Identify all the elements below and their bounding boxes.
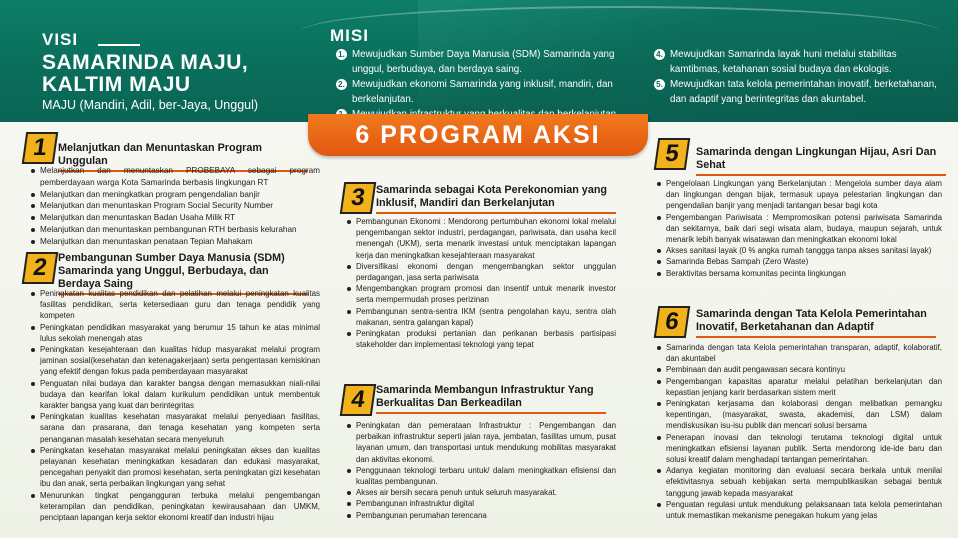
misi-item xyxy=(654,78,944,107)
list-item: Menurunkan tingkat pengangguran terbuka melalui pengembangan keterampilan dan pendidikan, peningkatan kewirausahaan dan UMKM, penciptaan lapangan kerja sektor ekonomi kreatif dan industri hijau xyxy=(30,490,320,524)
program-3-title: Samarinda sebagai Kota Perekonomian yang Inklusif, Mandiri dan Berkelanjutan xyxy=(376,184,616,214)
misi-number: 4. xyxy=(654,49,665,60)
list-item: Penggunaan teknologi terbaru untuk/ dalam meningkatkan efisiensi dan kualitas pembangunan. xyxy=(346,465,616,487)
list-item: Melanjutkan dan menuntaskan PROBEBAYA sebagai program pemberdayaan warga Kota Samarinda berbasis lingkungan RT xyxy=(30,165,320,189)
list-item: Mengembangkan program promosi dan insentif untuk menarik investor serta mempermudah proses perizinan xyxy=(346,283,616,305)
misi-text: Mewujudkan Sumber Daya Manusia (SDM) Samarinda yang unggul, berbudaya, dan berdaya saing. xyxy=(352,49,615,75)
list-item: Pembangunan sentra-sentra IKM (sentra pengolahan kayu, sentra olah makanan, sentra galangan kapal) xyxy=(346,306,616,328)
list-item: Peningkatan dan pemerataan Infrastruktur : Pengembangan dan perbaikan infrastruktur seperti jalan raya, jembatan, fasilitas umum, pusat layanan umum, dan transportasi untuk mendukung mobilitas masyarakat dan aktivitas ekonomi. xyxy=(346,420,616,465)
list-item: Diversifikasi ekonomi dengan mengembangkan sektor unggulan perdagangan, jasa serta pariwisata xyxy=(346,261,616,283)
list-item: Pengembangan Pariwisata : Mempromosikan potensi pariwisata Samarinda dan sekitarnya, baik dari segi wisata alam, budaya, maupun sejarah, untuk menarik lebih banyak wisatawan dan meningkatkan ekonomi lokal xyxy=(656,212,942,246)
list-item: Peningkatan pendidikan masyarakat yang berumur 15 tahun ke atas minimal lulus sekolah menengah atas xyxy=(30,322,320,344)
visi-statement: SAMARINDA MAJU, KALTIM MAJU xyxy=(42,51,249,96)
list-item: Peningkatan kualitas pendidikan dan pelatihan melalui peningkatan kualitas fasilitas pendidikan, serta ketersediaan guru dan tenaga pendidik yang kompeten xyxy=(30,288,320,322)
misi-label: MISI xyxy=(330,26,369,45)
list-item: Penguatan regulasi untuk mendukung pelaksanaan tata kelola pemerintahan untuk memastikan mekanisme penegakan hukum yang jelas xyxy=(656,499,942,521)
list-item: Melanjutkan dan menuntaskan Badan Usaha Milik RT xyxy=(30,212,320,224)
program-2-list xyxy=(30,288,320,523)
list-item: Melanjutkan dan meningkatkan program pengendalian banjir xyxy=(30,189,320,201)
program-number-badge: 6 xyxy=(654,306,690,338)
list-item: Akses sanitasi layak (0 % angka rumah tanggga tanpa akses sanitasi layak) xyxy=(656,245,942,256)
list-item: Peningkatan kesejahteraan dan kualitas hidup masyarakat melalui program jaminan sosial(kesehatan dan ketenagakerjaan) serta pengentasan kemiskinan yang efektif dengan fokus pada pemberdayaan masyarakat xyxy=(30,344,320,378)
misi-number: 1. xyxy=(336,49,347,60)
program-4-title: Samarinda Membangun Infrastruktur Yang Berkualitas Dan Berkeadilan xyxy=(376,384,606,414)
program-5-title: Samarinda dengan Lingkungan Hijau, Asri Dan Sehat xyxy=(696,146,946,176)
list-item: Pembinaan dan audit pengawasan secara kontinyu xyxy=(656,364,942,375)
list-item: Peningkatan kerjasama dan kolaborasi dengan melibatkan pemangku kepentingan, (masyarakat, swasta, akademisi, dan LSM) dalam mendiskusikan isu-isu publik dan mencari solusi bersama xyxy=(656,398,942,432)
program-4-list xyxy=(346,420,616,521)
program-1-title: Melanjutkan dan Menuntaskan Program Unggulan xyxy=(58,142,308,172)
misi-number: 5. xyxy=(654,79,665,90)
program-2-title: Pembangunan Sumber Daya Manusia (SDM) Samarinda yang Unggul, Berbudaya, dan Berdaya Saing xyxy=(58,252,308,295)
program-6-title: Samarinda dengan Tata Kelola Pemerintahan Inovatif, Berketahanan dan Adaptif xyxy=(696,308,936,338)
misi-item xyxy=(336,78,626,107)
misi-number: 2. xyxy=(336,79,347,90)
program-number-badge: 5 xyxy=(654,138,690,170)
list-item: Melanjutkan dan menuntaskan Program Social Security Number xyxy=(30,200,320,212)
misi-column-left xyxy=(336,48,626,122)
misi-text: Mewujudkan Samarinda layak huni melalui stabilitas kamtibmas, ketahanan sosial budaya dan ekologis. xyxy=(670,49,897,75)
list-item: Samarinda Bebas Sampah (Zero Waste) xyxy=(656,256,942,267)
program-number-badge: 2 xyxy=(22,252,58,284)
misi-column-right xyxy=(654,48,944,108)
header-banner xyxy=(0,0,958,122)
list-item: Pembangunan perumahan terencana xyxy=(346,510,616,521)
list-item: Pengembangan kapasitas aparatur melalui pelatihan berkelanjutan dan kepastian jenjang karir berdasarkan sistem merit xyxy=(656,376,942,398)
list-item: Penerapan inovasi dan teknologi terutama teknologi digital untuk meningkatkan efisiensi layanan publik. Serta mendorong ide-ide baru dan solusi kreatif dalam menghadapi tantangan pemerintahan. xyxy=(656,432,942,466)
visi-underline xyxy=(98,44,140,46)
program-6-list xyxy=(656,342,942,521)
program-aksi-title: 6 PROGRAM AKSI xyxy=(355,121,601,149)
program-1-list xyxy=(30,165,320,248)
visi-subtitle: MAJU (Mandiri, Adil, ber-Jaya, Unggul) xyxy=(42,98,259,112)
program-5-list xyxy=(656,178,942,279)
list-item: Penguatan nilai budaya dan karakter bangsa dengan memasukkan niali-nilai budaya dan kearifan lokal dalam kurikulum pendidikan untuk membentuk karakter bangsa yang kuat dan berintegritas xyxy=(30,378,320,412)
misi-text: Mewujudkan ekonomi Samarinda yang inklusif, mandiri, dan berkelanjutan. xyxy=(352,79,613,105)
list-item: Melanjutkan dan menuntaskan pembangunan RTH berbasis kelurahan xyxy=(30,224,320,236)
program-number-badge: 4 xyxy=(340,384,376,416)
program-number-badge: 3 xyxy=(340,182,376,214)
visi-label: VISI xyxy=(42,30,79,49)
list-item: Adanya kegiatan monitoring dan evaluasi secara berkala untuk menilai efektivitasnya sebuah kebijakan serta mempublikasikan sebagai bentuk tanggung jawab kepada masyarakat xyxy=(656,465,942,499)
list-item: Beraktivitas bersama komunitas pecinta lingkungan xyxy=(656,268,942,279)
list-item: Pengelolaan Lingkungan yang Berkelanjutan : Mengelola sumber daya alam dan lingkungan dengan bijak, termasuk upaya pelestarian lingkungan dan pengendalian banjir yang menjadi tantangan besar bagi kota xyxy=(656,178,942,212)
misi-item xyxy=(654,48,944,77)
program-number-badge: 1 xyxy=(22,132,58,164)
misi-text: Mewujudkan tata kelola pemerintahan inovatif, berketahanan, dan adaptif yang berintegritas dan akuntabel. xyxy=(670,79,937,105)
list-item: Peningkatan kualitas kesehatan masyarakat melalui penyediaan fasilitas, sarana dan prasarana, dan tenaga kesehatan yang kompeten serta penanganan masalah kesehatan secara menyeluruh xyxy=(30,411,320,445)
list-item: Peningkatan kesehatan masyarakat melalui peningkatan akses dan kualitas pelayanan kesehatan meningkatkan kesadaran dan edukasi masyarakat, pencegahan penyakit dan promosi kesehatan, serta peningkatan gizi kesehatan ibu dan anak, serta perbaikan lingkungan yang sehat xyxy=(30,445,320,490)
list-item: Pembangunan infrastruktur digital xyxy=(346,498,616,509)
misi-item xyxy=(336,48,626,77)
program-3-list xyxy=(346,216,616,350)
list-item: Akses air bersih secara penuh untuk seluruh masyarakat. xyxy=(346,487,616,498)
list-item: Peningkatan produksi pertanian dan perikanan berbasis partisipasi stakeholder dan implementasi teknologi yang tepat xyxy=(346,328,616,350)
list-item: Samarinda dengan tata Kelola pemerintahan transparan, adaptif, kolaboratif, dan akuntabel xyxy=(656,342,942,364)
list-item: Pembangunan Ekonomi : Mendorong pertumbuhan ekonomi lokal melalui pengembangan sektor industri, perdagangan, pariwisata, dan usaha kecil menengah (UKM), serta menarik investasi untuk menciptakan lapangan kerja dan meningkatkan kesejahteraan masyarakat xyxy=(346,216,616,261)
list-item: Melanjutkan dan menuntaskan penataan Tepian Mahakam xyxy=(30,236,320,248)
program-aksi-banner xyxy=(308,114,648,156)
